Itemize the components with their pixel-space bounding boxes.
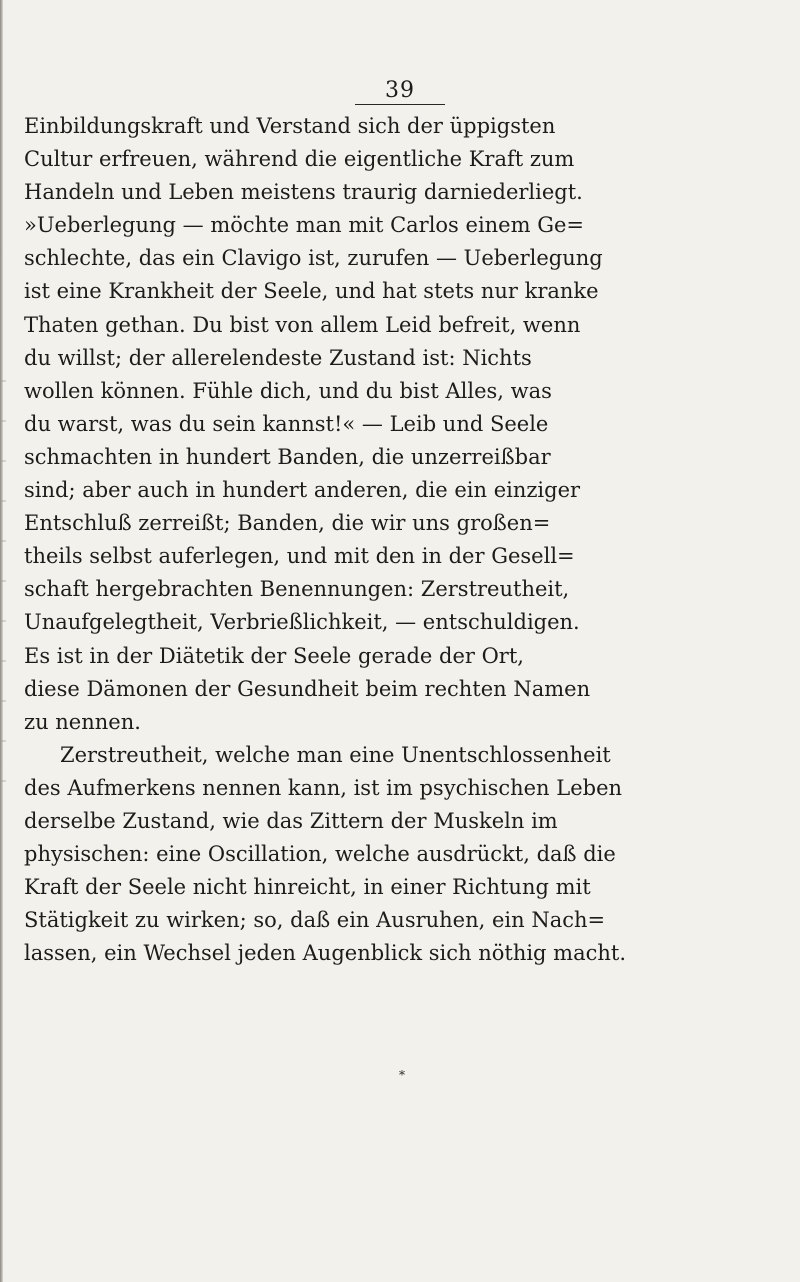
text-line: lassen, ein Wechsel jeden Augenblick sich nöthig macht. bbox=[24, 941, 627, 966]
text-line: Cultur erfreuen, während die eigentliche Kraft zum bbox=[24, 147, 575, 172]
text-line: schaft hergebrachten Benennungen: Zerstreutheit, bbox=[24, 577, 570, 602]
text-line: Stätigkeit zu wirken; so, daß ein Ausruhen, ein Nach= bbox=[24, 908, 606, 933]
text-line: zu nennen. bbox=[24, 709, 141, 734]
signature-mark: * bbox=[399, 1068, 405, 1082]
text-line: Einbildungskraft und Verstand sich der üppigsten bbox=[24, 114, 556, 138]
text-line: Thaten gethan. Du bist von allem Leid befreit, wenn bbox=[24, 312, 581, 337]
text-line: theils selbst auferlegen, und mit den in der Gesell= bbox=[24, 544, 575, 569]
text-line: schmachten in hundert Banden, die unzerreißbar bbox=[24, 444, 551, 469]
text-line: physischen: eine Oscillation, welche ausdrückt, daß die bbox=[24, 842, 616, 867]
text-line: Zerstreutheit, welche man eine Unentschlossenheit bbox=[60, 742, 611, 767]
gutter-shadow bbox=[0, 380, 6, 800]
text-line: diese Dämonen der Gesundheit beim rechten Namen bbox=[24, 676, 591, 701]
page-number-rule bbox=[355, 104, 445, 105]
text-line: du warst, was du sein kannst!« — Leib und Seele bbox=[24, 411, 549, 436]
text-line: sind; aber auch in hundert anderen, die ein einziger bbox=[24, 478, 581, 503]
text-line: des Aufmerkens nennen kann, ist im psychischen Leben bbox=[24, 775, 623, 800]
paragraph-1 bbox=[24, 110, 794, 739]
text-line: Kraft der Seele nicht hinreicht, in einer Richtung mit bbox=[24, 875, 591, 900]
paragraph-2 bbox=[24, 739, 794, 971]
text-line: ist eine Krankheit der Seele, und hat stets nur kranke bbox=[24, 279, 599, 304]
text-line: Entschluß zerreißt; Banden, die wir uns großen= bbox=[24, 511, 551, 536]
text-line: derselbe Zustand, wie das Zittern der Muskeln im bbox=[24, 808, 558, 833]
text-line: Es ist in der Diätetik der Seele gerade der Ort, bbox=[24, 643, 524, 668]
body-text bbox=[24, 110, 794, 970]
text-line: »Ueberlegung — möchte man mit Carlos einem Ge= bbox=[24, 213, 584, 238]
text-line: Handeln und Leben meistens traurig darniederliegt. bbox=[24, 180, 583, 205]
page-number: 39 bbox=[385, 78, 415, 103]
text-line: schlechte, das ein Clavigo ist, zurufen — Ueberlegung bbox=[24, 246, 603, 271]
text-line: Unaufgelegtheit, Verbrießlichkeit, — entschuldigen. bbox=[24, 610, 580, 635]
text-line: du willst; der allerelendeste Zustand ist: Nichts bbox=[24, 345, 532, 370]
text-line: wollen können. Fühle dich, und du bist Alles, was bbox=[24, 378, 552, 403]
